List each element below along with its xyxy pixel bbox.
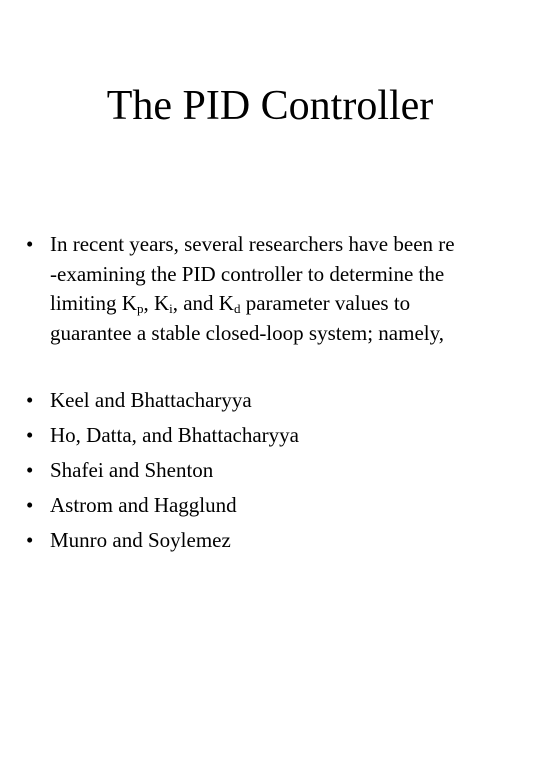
list-item [26, 523, 299, 558]
intro-line-1: In recent years, several researchers have been re [50, 232, 455, 256]
bullet-icon: • [26, 493, 34, 517]
bullet-icon: • [26, 423, 34, 447]
intro-line-4: guarantee a stable closed-loop system; namely, [50, 320, 445, 345]
list-item [26, 418, 299, 453]
bullet-icon: • [26, 458, 34, 482]
researcher-list [26, 383, 299, 558]
intro-line-2: -examining the PID controller to determine the [50, 261, 445, 286]
researcher-name: Munro and Soylemez [50, 528, 231, 552]
intro-bullet [26, 230, 526, 348]
intro-line-3-post: parameter values to [240, 291, 411, 315]
researcher-name: Shafei and Shenton [50, 458, 214, 482]
separator-2: , and K [172, 291, 234, 315]
list-item [26, 383, 299, 418]
bullet-icon: • [26, 528, 34, 552]
bullet-icon: • [26, 388, 34, 412]
researcher-name: Keel and Bhattacharyya [50, 388, 252, 412]
researcher-name: Astrom and Hagglund [50, 493, 237, 517]
subscript-i: i [169, 301, 173, 316]
separator-1: , K [143, 291, 170, 315]
slide-title: The PID Controller [106, 83, 434, 129]
intro-line-3-pre: limiting K [50, 291, 137, 315]
intro-line-3 [50, 289, 526, 319]
subscript-p: p [136, 301, 144, 316]
list-item [26, 488, 299, 523]
researcher-name: Ho, Datta, and Bhattacharyya [50, 423, 299, 447]
intro-text [50, 230, 526, 348]
bullet-icon: • [26, 232, 34, 256]
list-item [26, 453, 299, 488]
subscript-d: d [233, 301, 241, 316]
